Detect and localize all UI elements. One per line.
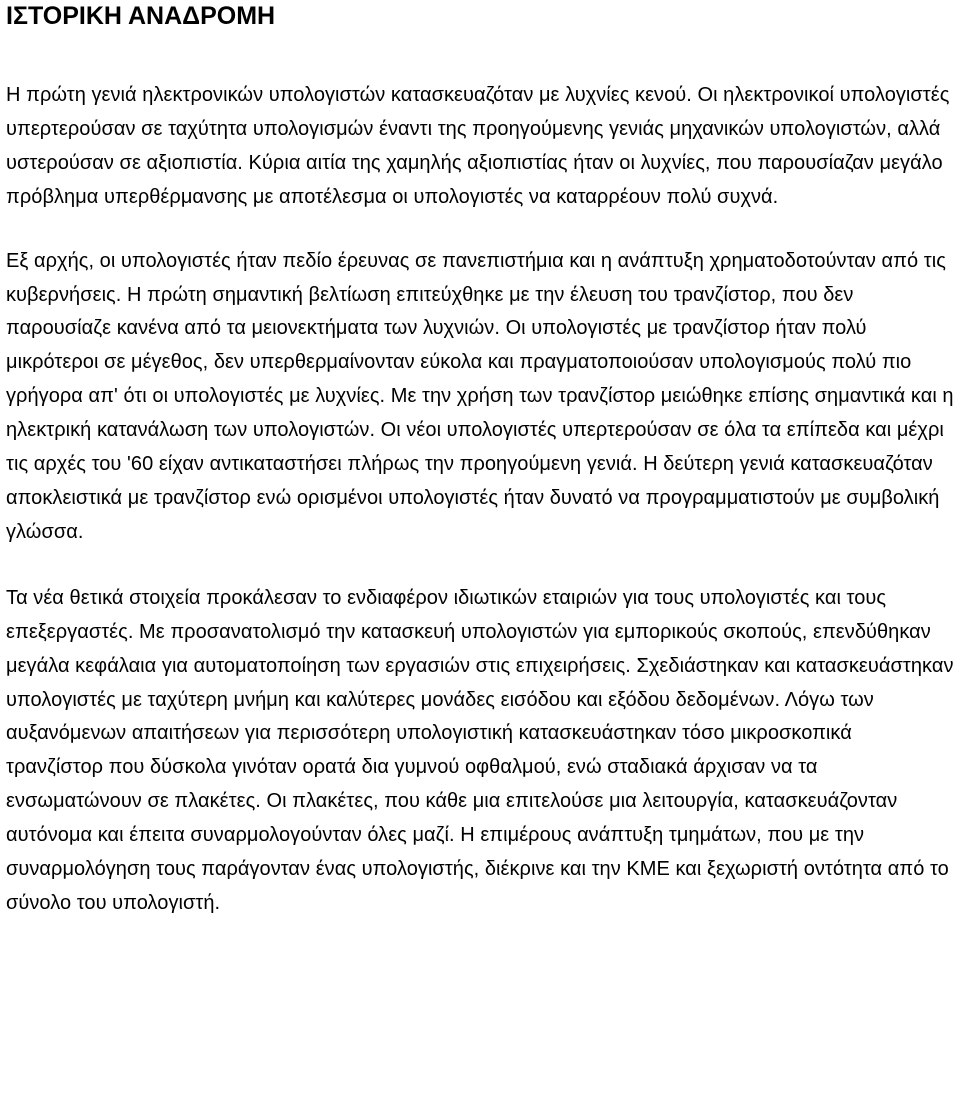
- paragraph-transistor-era: Εξ αρχής, οι υπολογιστές ήταν πεδίο έρευνας σε πανεπιστήμια και η ανάπτυξη χρηματοδοτούνταν από τις κυβερνήσεις. Η πρώτη σημαντική βελτίωση επιτεύχθηκε με την έλευση του τρανζίστορ, που δεν παρουσίαζε κανένα από τα μειονεκτήματα των λυχνιών. Οι υπολογιστές με τρανζίστορ ήταν πολύ μικρότεροι σε μέγεθος, δεν υπερθερμαίνονταν εύκολα και πραγματοποιούσαν υπολογισμούς πολύ πιο γρήγορα απ' ότι οι υπολογιστές με λυχνίες. Με την χρήση των τρανζίστορ μειώθηκε επίσης σημαντικά και η ηλεκτρική κατανάλωση των υπολογιστών. Οι νέοι υπολογιστές υπερτερούσαν σε όλα τα επίπεδα και μέχρι τις αρχές του '60 είχαν αντικαταστήσει πλήρως την προηγούμενη γενιά. Η δεύτερη γενιά κατασκευαζόταν αποκλειστικά με τρανζίστορ ενώ ορισμένοι υπολογιστές ήταν δυνατό να προγραμματιστούν με συμβολική γλώσσα.: [6, 249, 954, 543]
- paragraph-commercial-computing: Τα νέα θετικά στοιχεία προκάλεσαν το ενδιαφέρον ιδιωτικών εταιριών για τους υπολογιστές και τους επεξεργαστές. Με προσανατολισμό την κατασκευή υπολογιστών για εμπορικούς σκοπούς, επενδύθηκαν μεγάλα κεφάλαια για αυτοματοποίηση των εργασιών στις επιχειρήσεις. Σχεδιάστηκαν και κατασκευάστηκαν υπολογιστές με ταχύτερη μνήμη και καλύτερες μονάδες εισόδου και εξόδου δεδομένων. Λόγω των αυξανόμενων απαιτήσεων για περισσότερη υπολογιστική κατασκευάστηκαν τόσο μικροσκοπικά τρανζίστορ που δύσκολα γινόταν ορατά δια γυμνού οφθαλμού, ενώ σταδιακά άρχισαν να τα ενσωματώνουν σε πλακέτες. Οι πλακέτες, που κάθε μια επιτελούσε μια λειτουργία, κατασκευάζονταν αυτόνομα και έπειτα συναρμολογούνταν όλες μαζί. Η επιμέρους ανάπτυξη τμημάτων, που με την συναρμολόγηση τους παράγονταν ένας υπολογιστής, διέκρινε και την ΚΜΕ και ξεχωριστή οντότητα από το σύνολο του υπολογιστή.: [6, 586, 954, 914]
- document-title: ΙΣΤΟΡΙΚΗ ΑΝΑΔΡΟΜΗ: [6, 2, 276, 30]
- paragraph-first-generation: Η πρώτη γενιά ηλεκτρονικών υπολογιστών κατασκευαζόταν με λυχνίες κενού. Οι ηλεκτρονικοί υπολογιστές υπερτερούσαν σε ταχύτητα υπολογισμών έναντι της προηγούμενης γενιάς μηχανικών υπολογιστών, αλλά υστερούσαν σε αξιοπιστία. Κύρια αιτία της χαμηλής αξιοπιστίας ήταν οι λυχνίες, που παρουσίαζαν μεγάλο πρόβλημα υπερθέρμανσης με αποτέλεσμα οι υπολογιστές να καταρρέουν πολύ συχνά.: [6, 84, 950, 208]
- document-page: [6, 0, 954, 921]
